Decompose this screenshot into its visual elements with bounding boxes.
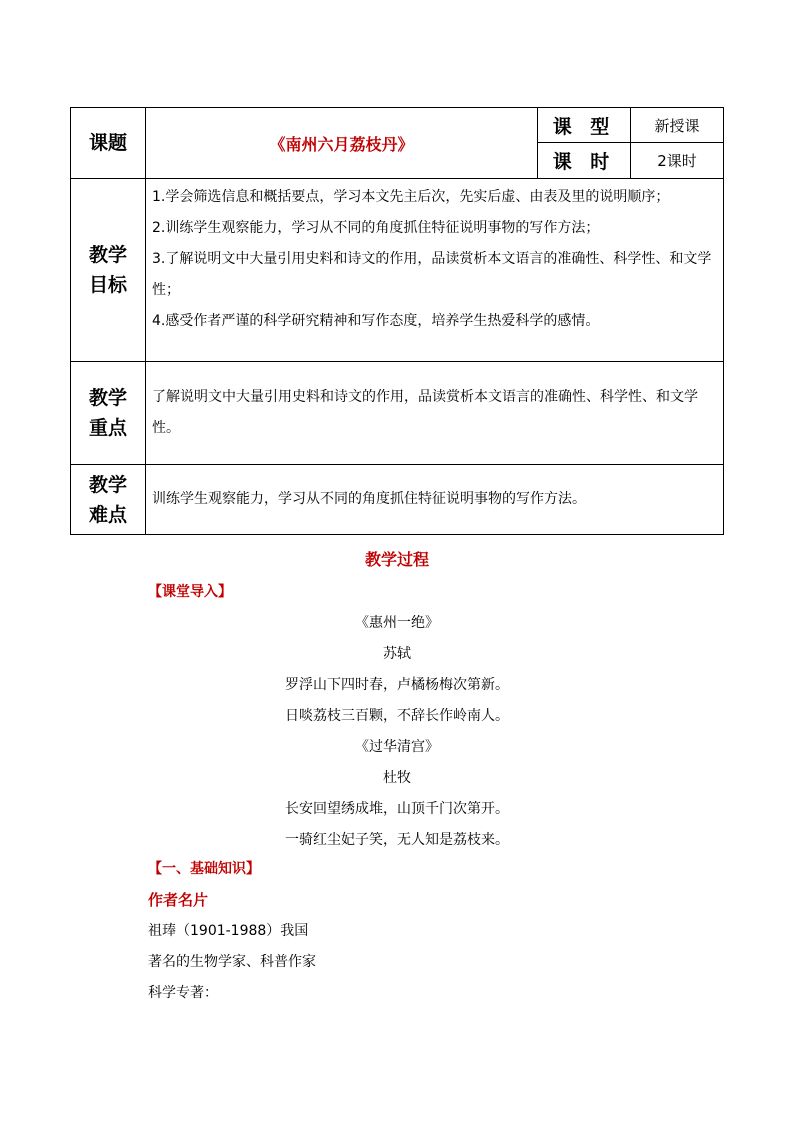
topic-label: 课题	[71, 108, 146, 179]
process-title: 教学过程	[364, 550, 429, 569]
goal-item: 3.了解说明文中大量引用史料和诗文的作用，品读赏析本文语言的准确性、科学性、和文学性；	[152, 251, 712, 298]
poem-line: 一骑红尘妃子笑，无人知是荔枝来。	[285, 832, 509, 848]
lesson-hours-label: 课 时	[538, 143, 631, 179]
intro-poems	[0, 608, 794, 856]
goal-item: 1.学会筛选信息和概括要点，学习本文先主后次，先实后虚、由表及里的说明顺序；	[152, 189, 670, 205]
poem-line: 长安回望绣成堆，山顶千门次第开。	[285, 801, 509, 817]
focus-label	[71, 362, 146, 465]
goals-label-line-2: 目标	[88, 274, 127, 296]
poem-title: 《过华清宫》	[355, 739, 439, 755]
lesson-title: 《南州六月荔枝丹》	[146, 108, 538, 179]
goal-item: 2.训练学生观察能力，学习从不同的角度抓住特征说明事物的写作方法；	[152, 220, 600, 236]
teaching-difficulty: 训练学生观察能力，学习从不同的角度抓住特征说明事物的写作方法。	[146, 465, 724, 535]
bio-line: 祖琫（1901-1988）我国	[148, 923, 309, 939]
focus-label-line-1: 教学	[88, 387, 127, 409]
difficulty-label	[71, 465, 146, 535]
goals-label-line-1: 教学	[88, 244, 127, 266]
basics-heading: 【一、基础知识】	[148, 861, 260, 877]
intro-heading: 【课堂导入】	[148, 584, 232, 600]
teaching-focus: 了解说明文中大量引用史料和诗文的作用，品读赏析本文语言的准确性、科学性、和文学性。	[146, 362, 724, 465]
lesson-type-value: 新授课	[631, 108, 724, 143]
lesson-info-table	[70, 107, 724, 535]
poem-line: 日啖荔枝三百颗，不辞长作岭南人。	[285, 708, 509, 724]
author-heading: 作者名片	[148, 891, 209, 909]
poem-author: 苏轼	[383, 646, 411, 662]
poem-line: 罗浮山下四时春，卢橘杨梅次第新。	[285, 677, 509, 693]
focus-label-line-2: 重点	[88, 417, 127, 439]
goals-label	[71, 179, 146, 362]
bio-line: 著名的生物学家、科普作家	[148, 954, 316, 970]
teaching-goals	[146, 179, 724, 362]
difficulty-label-line-1: 教学	[88, 473, 127, 496]
poem-author: 杜牧	[383, 770, 411, 786]
lesson-type-label: 课 型	[538, 108, 631, 143]
goal-item: 4.感受作者严谨的科学研究精神和写作态度，培养学生热爱科学的感情。	[152, 313, 600, 329]
poem-title: 《惠州一绝》	[355, 615, 439, 631]
difficulty-label-line-2: 难点	[88, 503, 127, 526]
lesson-hours-value: 2课时	[631, 143, 724, 179]
bio-line: 科学专著：	[148, 985, 218, 1001]
